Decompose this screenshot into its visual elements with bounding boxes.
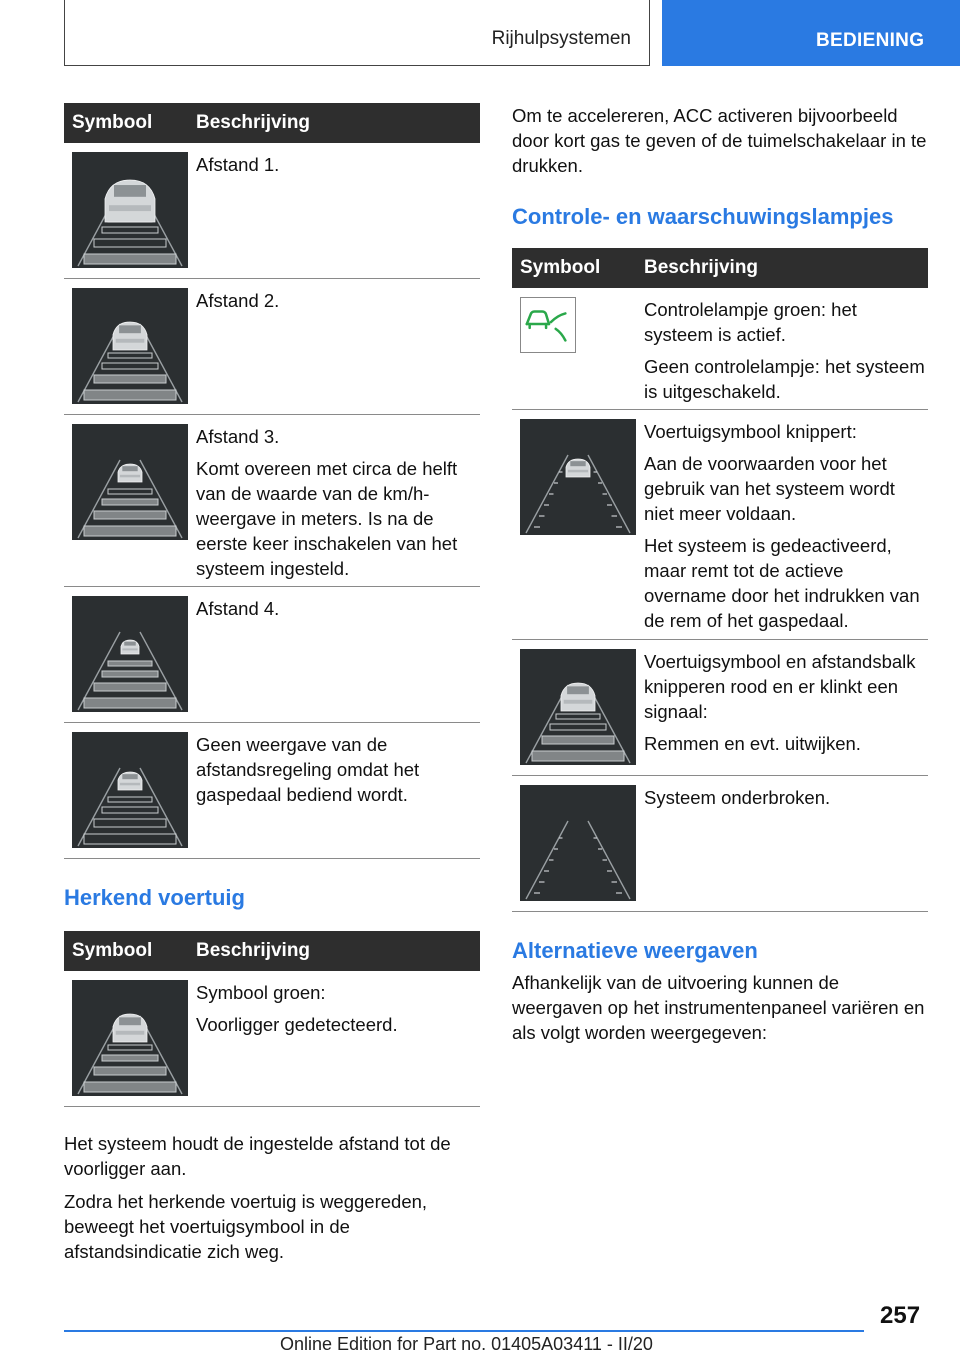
footer-edition: Online Edition for Part no. 01405A03411 - II/20 xyxy=(280,1334,653,1354)
row-text: Afstand 2. xyxy=(196,290,280,311)
col-description: Beschrijving xyxy=(196,112,311,133)
control-table xyxy=(512,248,928,912)
vehicle-table xyxy=(64,931,480,1107)
table-row xyxy=(64,587,480,723)
row-text: Systeem onderbroken. xyxy=(644,787,831,808)
distance-3-display-icon xyxy=(72,424,188,540)
header-section-box xyxy=(64,0,650,66)
row-text: Aan de voorwaarden voor het gebruik van het systeem wordt niet meer voldaan. xyxy=(644,453,895,524)
distance-2-display-icon xyxy=(72,288,188,404)
acc-indicator-icon xyxy=(520,297,576,353)
table-header xyxy=(512,248,928,288)
table-row xyxy=(64,279,480,415)
row-text: Komt overeen met circa de helft van de waarde van de km/h-weergave in meters. Is na de eerste keer inschakelen van het systeem ingesteld. xyxy=(196,458,458,579)
col-description: Beschrijving xyxy=(644,257,759,278)
vehicle-heading: Herkend voertuig xyxy=(64,885,245,910)
table-header xyxy=(64,931,480,971)
row-text: Voorligger gedetecteerd. xyxy=(196,1014,398,1035)
row-text: Geen controlelampje: het systeem is uitgeschakeld. xyxy=(644,356,925,402)
table-row xyxy=(64,415,480,587)
control-heading: Controle- en waarschuwingslampjes xyxy=(512,204,894,229)
table-row xyxy=(512,410,928,640)
distance-table xyxy=(64,103,480,859)
alt-heading: Alternatieve weergaven xyxy=(512,938,758,963)
row-text: Voertuigsymbool knippert: xyxy=(644,421,857,442)
table-row xyxy=(64,971,480,1107)
vehicle-detected-display-icon xyxy=(72,980,188,1096)
row-text: Geen weergave van de afstandsregeling omdat het gaspedaal bediend wordt. xyxy=(196,734,420,805)
paragraph: Afhankelijk van de uitvoering kunnen de weergaven op het instrumentenpaneel variëren en als volgt worden weergegeven: xyxy=(512,972,925,1043)
row-text: Afstand 1. xyxy=(196,154,280,175)
vehicle-body xyxy=(64,1131,480,1264)
section-title: Rijhulpsystemen xyxy=(491,28,631,49)
table-header xyxy=(64,103,480,143)
row-text: Controlelampje groen: het systeem is actief. xyxy=(644,299,857,345)
col-symbol: Symbool xyxy=(520,257,601,278)
paragraph: Zodra het herkende voertuig is weggereden, beweegt het voertuigsymbool in de afstandsindicatie zich weg. xyxy=(64,1191,428,1262)
system-interrupted-display-icon xyxy=(520,785,636,901)
no-distance-display-icon xyxy=(72,732,188,848)
table-row xyxy=(64,723,480,859)
row-text: Remmen en evt. uitwijken. xyxy=(644,733,861,754)
paragraph: Om te accelereren, ACC activeren bijvoorbeeld door kort gas te geven of de tuimelschakelaar in te drukken. xyxy=(512,105,927,176)
row-text: Voertuigsymbool en afstandsbalk knipperen rood en er klinkt een signaal: xyxy=(644,651,916,722)
table-row xyxy=(64,143,480,279)
row-text: Afstand 4. xyxy=(196,598,280,619)
distance-4-display-icon xyxy=(72,596,188,712)
alt-body xyxy=(512,970,928,1045)
left-column xyxy=(64,103,480,1264)
right-column xyxy=(512,103,928,1045)
intro-text xyxy=(512,103,928,178)
paragraph: Het systeem houdt de ingestelde afstand tot de voorligger aan. xyxy=(64,1133,451,1179)
table-row xyxy=(512,640,928,776)
col-symbol: Symbool xyxy=(72,940,153,961)
chapter-title: BEDIENING xyxy=(816,30,925,51)
table-row xyxy=(512,776,928,912)
table-row xyxy=(512,288,928,410)
col-symbol: Symbool xyxy=(72,112,153,133)
vehicle-blinking-display-icon xyxy=(520,419,636,535)
row-text: Afstand 3. xyxy=(196,426,280,447)
row-text: Het systeem is gedeactiveerd, maar remt tot de actieve overname door het indrukken van de rem of het gaspedaal. xyxy=(644,535,920,631)
collision-warning-display-icon xyxy=(520,649,636,765)
row-text: Symbool groen: xyxy=(196,982,326,1003)
col-description: Beschrijving xyxy=(196,940,311,961)
footer-divider xyxy=(64,1330,864,1332)
chapter-tab xyxy=(662,0,960,66)
distance-1-display-icon xyxy=(72,152,188,268)
page-number: 257 xyxy=(880,1302,921,1329)
